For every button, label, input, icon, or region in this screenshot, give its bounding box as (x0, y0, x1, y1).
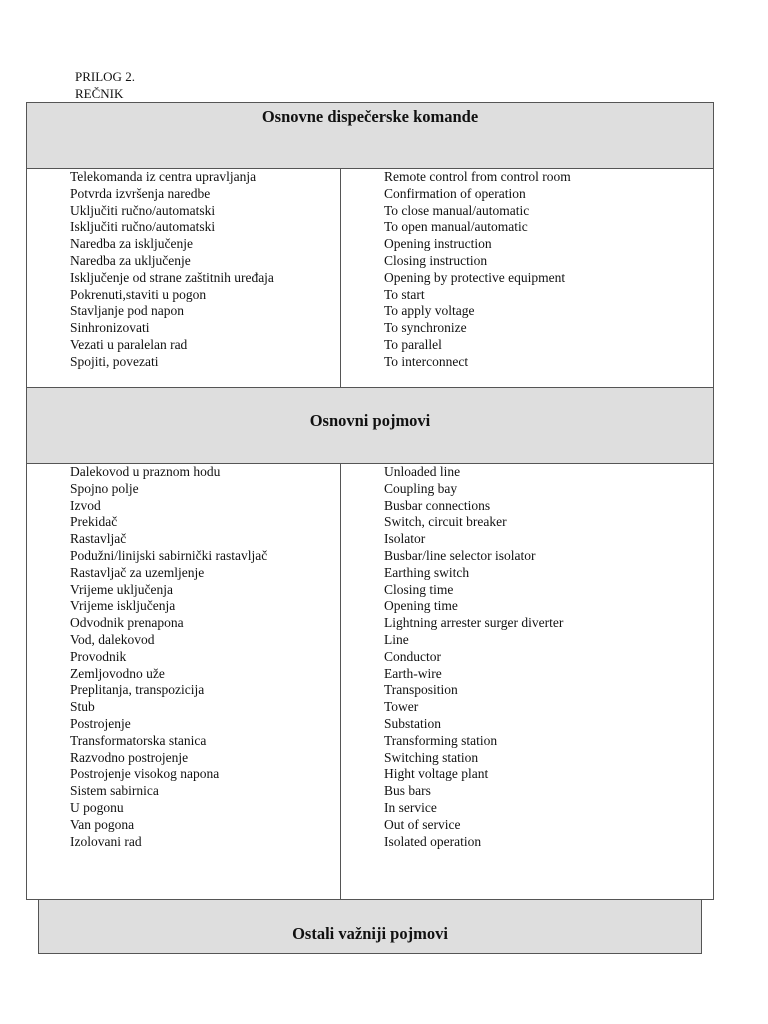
term-serbian: U pogonu (70, 799, 124, 815)
term-english: Substation (384, 715, 442, 731)
term-english: Busbar/line selector isolator (384, 547, 536, 563)
term-serbian: Pokrenuti,staviti u pogon (70, 286, 207, 302)
term-serbian: Uključiti ručno/automatski (70, 202, 216, 218)
term-serbian: Rastavljač (70, 531, 127, 547)
term-english: Transposition (384, 682, 458, 698)
term-serbian: Isključenje od strane zaštitnih uređaja (70, 269, 274, 285)
term-english: Line (384, 631, 409, 647)
term-serbian: Podužni/linijski sabirnički rastavljač (70, 547, 268, 563)
term-serbian: Stub (70, 699, 95, 715)
term-english: To open manual/automatic (384, 219, 528, 235)
term-english: Isolated operation (384, 833, 482, 849)
term-serbian: Zemljovodno uže (70, 665, 165, 681)
term-english: Out of service (384, 816, 461, 832)
term-serbian: Vod, dalekovod (70, 631, 155, 647)
term-serbian: Dalekovod u praznom hodu (70, 464, 221, 479)
term-serbian: Izvod (70, 497, 101, 513)
term-english: Hight voltage plant (384, 766, 489, 782)
term-english: To parallel (384, 336, 442, 352)
term-serbian: Vrijeme uključenja (70, 581, 174, 597)
term-english: Tower (384, 699, 419, 715)
section-title: Osnovne dispečerske komande (261, 107, 479, 126)
section-header-basic-dispatch-commands (26, 102, 714, 169)
term-english: Busbar connections (384, 497, 491, 513)
annex-label: PRILOG 2. (75, 69, 135, 84)
term-english: To interconnect (384, 353, 469, 369)
term-english: Closing time (384, 581, 454, 597)
term-english: Unloaded line (384, 464, 461, 479)
term-serbian: Naredba za isključenje (70, 236, 193, 252)
serbian-terms-column (70, 169, 274, 371)
term-english: Earth-wire (384, 665, 442, 681)
term-english: Isolator (384, 531, 426, 547)
term-english: Opening by protective equipment (384, 269, 566, 285)
column-divider (340, 169, 341, 387)
term-english: Remote control from control room (384, 169, 571, 184)
term-english: Opening instruction (384, 236, 492, 252)
term-serbian: Provodnik (70, 648, 127, 664)
term-serbian: Sistem sabirnica (70, 783, 159, 799)
table-basic-dispatch-commands (26, 168, 714, 388)
term-english: Switch, circuit breaker (384, 514, 507, 530)
section-header-other-important-terms (38, 899, 702, 954)
term-serbian: Prekidač (70, 514, 118, 530)
term-english: To apply voltage (384, 303, 475, 319)
term-english: Transforming station (384, 732, 498, 748)
term-serbian: Odvodnik prenapona (70, 615, 184, 631)
term-english: Lightning arrester surger diverter (384, 615, 564, 631)
term-english: Earthing switch (384, 564, 470, 580)
term-english: Conductor (384, 648, 441, 664)
column-divider (340, 464, 341, 899)
term-english: To synchronize (384, 320, 467, 336)
term-serbian: Telekomanda iz centra upravljanja (70, 169, 257, 184)
term-english: In service (384, 799, 437, 815)
term-serbian: Potvrda izvršenja naredbe (70, 185, 211, 201)
term-serbian: Vrijeme isključenja (70, 598, 176, 614)
term-serbian: Spojno polje (70, 480, 139, 496)
term-english: Bus bars (384, 783, 431, 799)
term-serbian: Postrojenje (70, 715, 131, 731)
term-english: To close manual/automatic (384, 202, 530, 218)
term-serbian: Sinhronizovati (70, 320, 150, 336)
term-serbian: Isključiti ručno/automatski (70, 219, 216, 235)
section-title: Ostali važniji pojmovi (292, 924, 448, 943)
term-serbian: Razvodno postrojenje (70, 749, 189, 765)
term-english: Opening time (384, 598, 458, 614)
english-terms-column (384, 464, 563, 850)
term-english: To start (384, 286, 425, 302)
term-serbian: Preplitanja, transpozicija (70, 682, 205, 698)
serbian-terms-column (70, 464, 267, 850)
term-english: Coupling bay (384, 480, 458, 496)
term-serbian: Naredba za uključenje (70, 252, 191, 268)
term-english: Closing instruction (384, 252, 488, 268)
term-serbian: Transformatorska stanica (70, 732, 207, 748)
term-serbian: Van pogona (70, 816, 135, 832)
section-title: Osnovni pojmovi (309, 411, 431, 430)
term-serbian: Postrojenje visokog napona (70, 766, 220, 782)
term-serbian: Spojiti, povezati (70, 353, 159, 369)
term-serbian: Vezati u paralelan rad (70, 336, 188, 352)
term-serbian: Stavljanje pod napon (70, 303, 184, 319)
term-serbian: Rastavljač za uzemljenje (70, 564, 205, 580)
term-english: Confirmation of operation (384, 185, 526, 201)
term-serbian: Izolovani rad (70, 833, 142, 849)
term-english: Switching station (384, 749, 479, 765)
section-header-basic-terms (26, 387, 714, 464)
dictionary-label: REČNIK (75, 86, 124, 101)
english-terms-column (384, 169, 571, 371)
table-basic-terms (26, 463, 714, 900)
